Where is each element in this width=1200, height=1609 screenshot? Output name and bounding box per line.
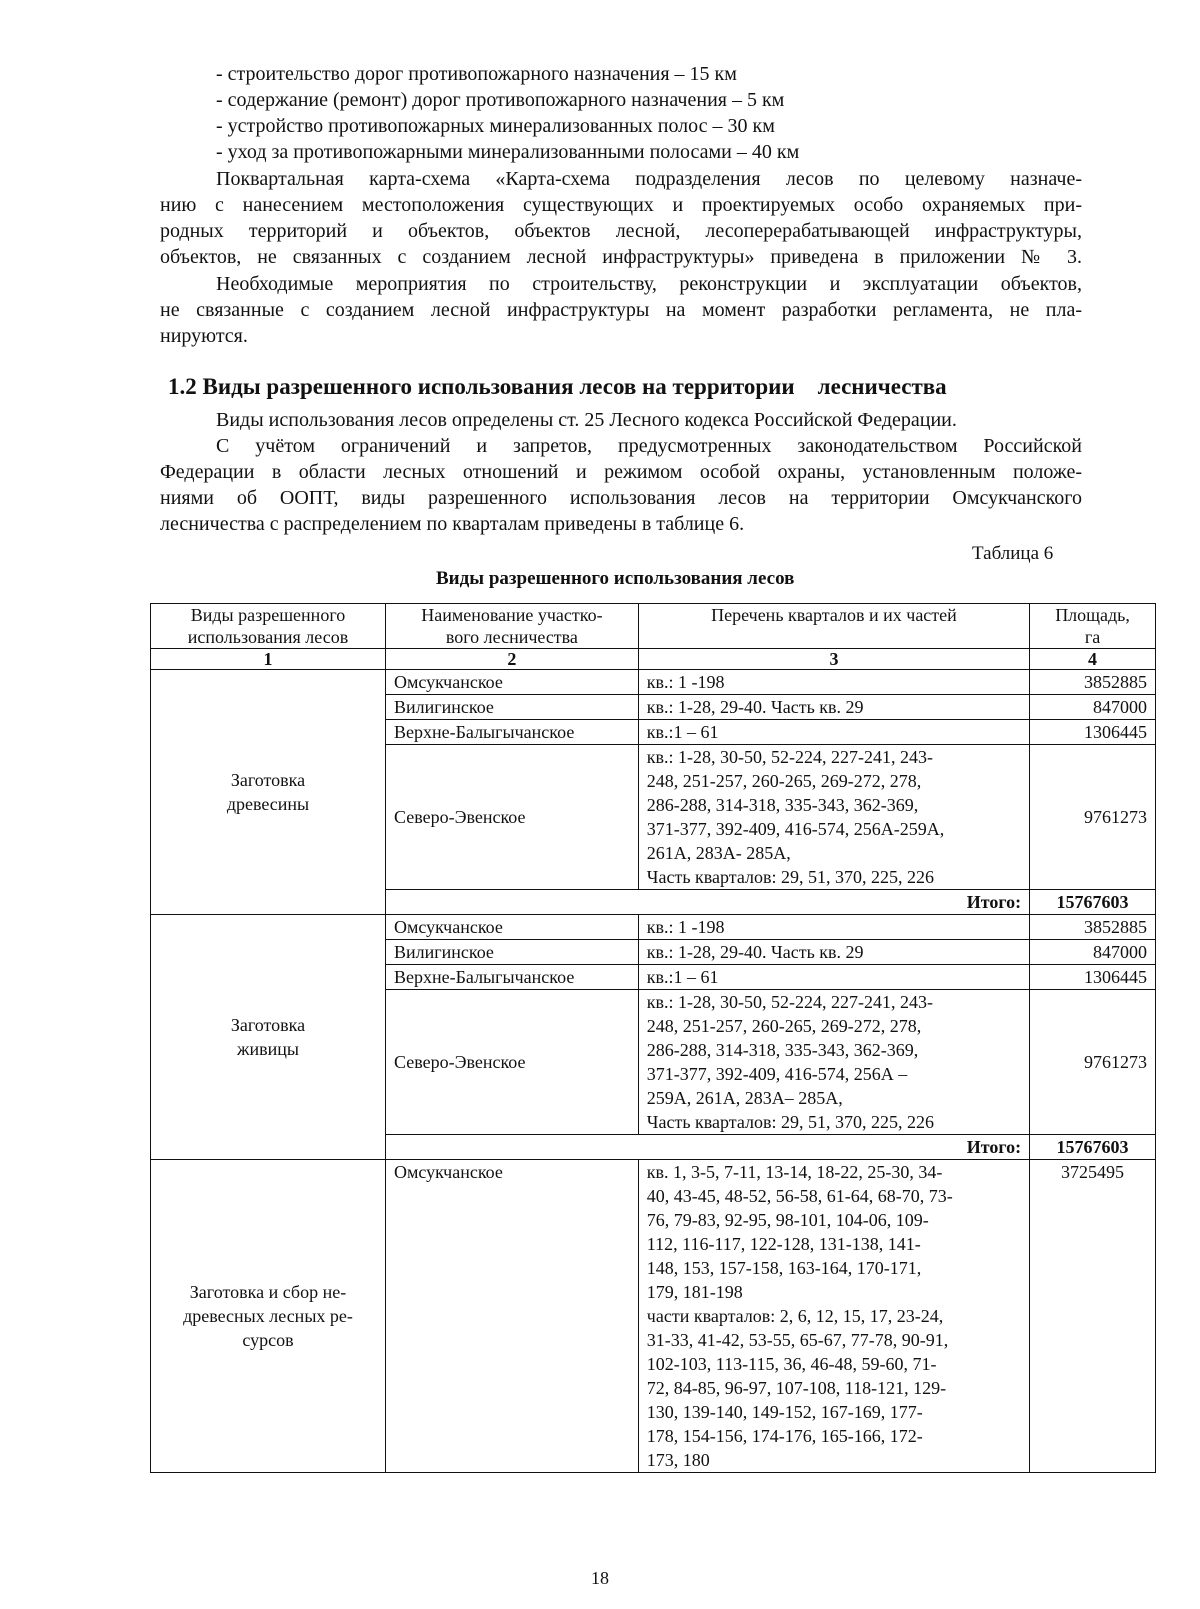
table-row [151, 670, 1156, 695]
quarters-line: 72, 84-85, 96-97, 107-108, 118-121, 129- [646, 1378, 947, 1398]
area-cell: 1306445 [1030, 720, 1156, 745]
use-line: древесины [226, 794, 310, 814]
list-item-4: - уход за противопожарными минерализованными полосами – 40 км [216, 141, 800, 163]
quarters-line: 371-377, 392-409, 416-574, 256А – [646, 1064, 908, 1084]
para2-line-1: Необходимые мероприятия по строительству, реконструкции и эксплуатации объектов, [216, 273, 1082, 295]
quarters-cell [638, 990, 1029, 1135]
quarters-cell: кв.: 1-28, 29-40. Часть кв. 29 [638, 940, 1029, 965]
forestry-cell: Северо-Эвенское [385, 990, 638, 1135]
forestry-cell: Вилигинское [385, 940, 638, 965]
quarters-line: 286-288, 314-318, 335-343, 362-369, [646, 795, 919, 815]
quarters-cell: кв.:1 – 61 [638, 965, 1029, 990]
quarters-cell [638, 745, 1029, 890]
quarters-cell: кв.: 1 -198 [638, 915, 1029, 940]
use-line: Заготовка [230, 1015, 306, 1035]
total-value: 15767603 [1030, 1135, 1156, 1160]
col-num-1: 1 [151, 649, 386, 670]
forestry-cell: Омсукчанское [385, 1160, 638, 1473]
area-cell: 847000 [1030, 695, 1156, 720]
column-number-row [151, 649, 1156, 670]
para1-line-1: Поквартальная карта-схема «Карта-схема подразделения лесов по целевому назначе- [216, 168, 1082, 190]
header-forestry-line-1: Наименование участко- [421, 605, 603, 625]
quarters-line: 178, 154-156, 174-176, 165-166, 172- [646, 1426, 923, 1446]
quarters-line: части кварталов: 2, 6, 12, 15, 17, 23-24, [646, 1306, 944, 1326]
para4-line-3: ниями об ООПТ, виды разрешенного использования лесов на территории Омсукчанского [160, 487, 1082, 509]
list-item-1: - строительство дорог противопожарного назначения – 15 км [216, 63, 737, 85]
quarters-line: 248, 251-257, 260-265, 269-272, 278, [646, 1016, 922, 1036]
section-heading: 1.2 Виды разрешенного использования лесов на территории лесничества [168, 374, 947, 399]
page-number: 18 [591, 1568, 609, 1588]
forestry-cell: Омсукчанское [385, 670, 638, 695]
use-line: живицы [237, 1039, 299, 1059]
para1-line-4: объектов, не связанных с созданием лесной инфраструктуры» приведена в приложении № 3. [160, 246, 1082, 268]
table-title: Виды разрешенного использования лесов [436, 568, 795, 589]
use-line: Заготовка и сбор не- [189, 1282, 347, 1302]
area-cell: 3852885 [1030, 670, 1156, 695]
header-quarters: Перечень кварталов и их частей [638, 604, 1029, 649]
header-area [1030, 604, 1156, 649]
para3: Виды использования лесов определены ст. 25 Лесного кодекса Российской Федерации. [216, 409, 957, 431]
quarters-line: 286-288, 314-318, 335-343, 362-369, [646, 1040, 919, 1060]
forestry-cell: Вилигинское [385, 695, 638, 720]
quarters-line: 179, 181-198 [646, 1282, 743, 1302]
quarters-line: кв.: 1-28, 30-50, 52-224, 227-241, 243- [646, 747, 934, 767]
list-item-2: - содержание (ремонт) дорог противопожарного назначения – 5 км [216, 89, 785, 111]
list-item-3: - устройство противопожарных минерализованных полос – 30 км [216, 115, 775, 137]
header-use [151, 604, 386, 649]
quarters-cell: кв.: 1 -198 [638, 670, 1029, 695]
area-cell: 9761273 [1030, 990, 1156, 1135]
quarters-line: 40, 43-45, 48-52, 56-58, 61-64, 68-70, 73- [646, 1186, 953, 1206]
quarters-cell: кв.: 1-28, 29-40. Часть кв. 29 [638, 695, 1029, 720]
area-cell: 1306445 [1030, 965, 1156, 990]
quarters-line: 148, 153, 157-158, 163-164, 170-171, [646, 1258, 922, 1278]
forestry-cell: Омсукчанское [385, 915, 638, 940]
quarters-line: 112, 116-117, 122-128, 131-138, 141- [646, 1234, 921, 1254]
para4-line-2: Федерации в области лесных отношений и режимом особой охраны, установленным положе- [160, 461, 1082, 483]
total-value: 15767603 [1030, 890, 1156, 915]
para1-line-2: нию с нанесением местоположения существующих и проектируемых особо охраняемых при- [160, 194, 1082, 216]
quarters-line: 371-377, 392-409, 416-574, 256А-259А, [646, 819, 945, 839]
quarters-cell: кв.:1 – 61 [638, 720, 1029, 745]
col-num-3: 3 [638, 649, 1029, 670]
quarters-line: 173, 180 [646, 1450, 710, 1470]
quarters-line: 259А, 261А, 283А– 285А, [646, 1088, 843, 1108]
header-use-line-1: Виды разрешенного [190, 605, 346, 625]
total-label: Итого: [385, 1135, 1029, 1160]
col-num-2: 2 [385, 649, 638, 670]
para2-line-3: нируются. [160, 325, 248, 347]
area-cell: 847000 [1030, 940, 1156, 965]
quarters-line: 261А, 283А- 285А, [646, 843, 791, 863]
quarters-line: кв. 1, 3-5, 7-11, 13-14, 18-22, 25-30, 34- [646, 1162, 943, 1182]
area-cell: 3725495 [1030, 1160, 1156, 1473]
col-num-4: 4 [1030, 649, 1156, 670]
quarters-cell [638, 1160, 1029, 1473]
header-use-line-2: использования лесов [187, 627, 349, 647]
area-cell: 3852885 [1030, 915, 1156, 940]
use-cell [151, 1160, 386, 1473]
para2-line-2: не связанные с созданием лесной инфраструктуры на момент разработки регламента, не пла- [160, 299, 1082, 321]
forestry-cell: Верхне-Балыгычанское [385, 720, 638, 745]
para4-line-4: лесничества с распределением по кварталам приведены в таблице 6. [160, 513, 745, 535]
table-row [151, 1160, 1156, 1473]
header-forestry [385, 604, 638, 649]
quarters-line: 76, 79-83, 92-95, 98-101, 104-06, 109- [646, 1210, 929, 1230]
permitted-uses-table [150, 603, 1156, 1473]
header-forestry-line-2: вого лесничества [445, 627, 578, 647]
quarters-line: Часть кварталов: 29, 51, 370, 225, 226 [646, 867, 935, 887]
quarters-line: 130, 139-140, 149-152, 167-169, 177- [646, 1402, 923, 1422]
use-cell [151, 670, 386, 915]
total-label: Итого: [385, 890, 1029, 915]
table-label: Таблица 6 [972, 543, 1054, 564]
use-line: древесных лесных ре- [183, 1306, 353, 1326]
use-line: сурсов [242, 1330, 294, 1350]
quarters-line: кв.: 1-28, 30-50, 52-224, 227-241, 243- [646, 992, 934, 1012]
header-area-line-1: Площадь, [1055, 605, 1130, 625]
forestry-cell: Северо-Эвенское [385, 745, 638, 890]
quarters-line: Часть кварталов: 29, 51, 370, 225, 226 [646, 1112, 935, 1132]
para1-line-3: родных территорий и объектов, объектов лесной, лесоперерабатывающей инфраструктуры, [160, 220, 1082, 242]
table-header-row [151, 604, 1156, 649]
para4-line-1: С учётом ограничений и запретов, предусмотренных законодательством Российской [216, 435, 1082, 457]
header-area-line-2: га [1084, 627, 1101, 647]
use-line: Заготовка [230, 770, 306, 790]
area-cell: 9761273 [1030, 745, 1156, 890]
quarters-line: 102-103, 113-115, 36, 46-48, 59-60, 71- [646, 1354, 937, 1374]
quarters-line: 248, 251-257, 260-265, 269-272, 278, [646, 771, 922, 791]
quarters-line: 31-33, 41-42, 53-55, 65-67, 77-78, 90-91, [646, 1330, 949, 1350]
table-row [151, 915, 1156, 940]
use-cell [151, 915, 386, 1160]
forestry-cell: Верхне-Балыгычанское [385, 965, 638, 990]
